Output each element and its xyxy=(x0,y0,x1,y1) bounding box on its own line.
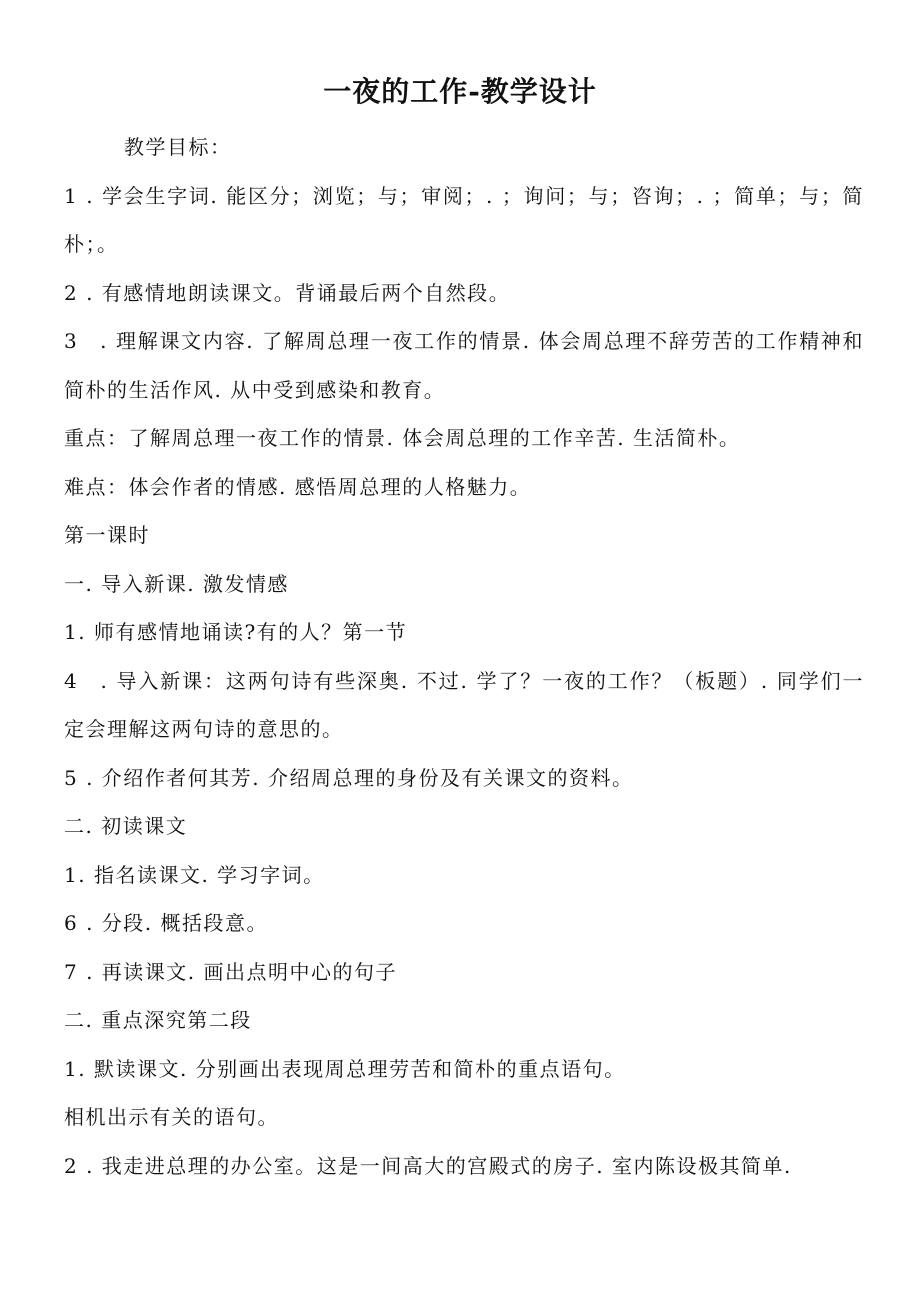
paragraph-lesson-one: 第一课时 xyxy=(64,523,150,547)
paragraph-objective-2: 2 . 有感情地朗读课文。背诵最后两个自然段。 xyxy=(64,280,511,305)
paragraph-reading-step-1: 1. 指名读课文. 学习字词。 xyxy=(64,862,325,887)
paragraph-intro-step-1: 1. 师有感情地诵读?有的人？第一节 xyxy=(64,620,408,644)
paragraph-study-step-1: 1. 默读课文. 分别画出表现周总理劳苦和简朴的重点语句。 xyxy=(64,1056,626,1081)
paragraph-show-sentences: 相机出示有关的语句。 xyxy=(64,1105,279,1129)
document-title: 一夜的工作-教学设计 xyxy=(323,75,597,108)
paragraph-objective-1: 1 . 学会生字词. 能区分；浏览；与；审阅；. ；询问；与；咨询；. ；简单；与；简朴；。 xyxy=(64,183,864,256)
paragraph-section-deep-study: 二. 重点深究第二段 xyxy=(64,1008,252,1032)
paragraph-intro-step-4: 4 . 导入新课：这两句诗有些深奥. 不过. 学了？一夜的工作？（板题）. 同学们一定会理解这两句诗的意思的。 xyxy=(64,668,864,741)
paragraph-reading-step-6: 6 . 分段. 概括段意。 xyxy=(64,911,269,935)
paragraph-objectives-heading: 教学目标： xyxy=(124,135,232,159)
paragraph-study-step-2: 2 . 我走进总理的办公室。这是一间高大的宫殿式的房子. 室内陈设极其简单. xyxy=(64,1153,792,1178)
paragraph-section-intro: 一. 导入新课. 激发情感 xyxy=(64,571,289,596)
paragraph-intro-step-5: 5 . 介绍作者何其芳. 介绍周总理的身份及有关课文的资料。 xyxy=(64,765,634,790)
document-body xyxy=(64,123,864,1190)
paragraph-objective-3: 3 . 理解课文内容. 了解周总理一夜工作的情景. 体会周总理不辞劳苦的工作精神和简朴的生活作风. 从中受到感染和教育。 xyxy=(64,329,864,402)
paragraph-difficulty: 难点：体会作者的情感. 感悟周总理的人格魅力。 xyxy=(64,474,532,499)
paragraph-key-point: 重点：了解周总理一夜工作的情景. 体会周总理的工作辛苦. 生活简朴。 xyxy=(64,426,741,450)
paragraph-section-first-reading: 二. 初读课文 xyxy=(64,814,188,838)
paragraph-reading-step-7: 7 . 再读课文. 画出点明中心的句子 xyxy=(64,959,398,984)
